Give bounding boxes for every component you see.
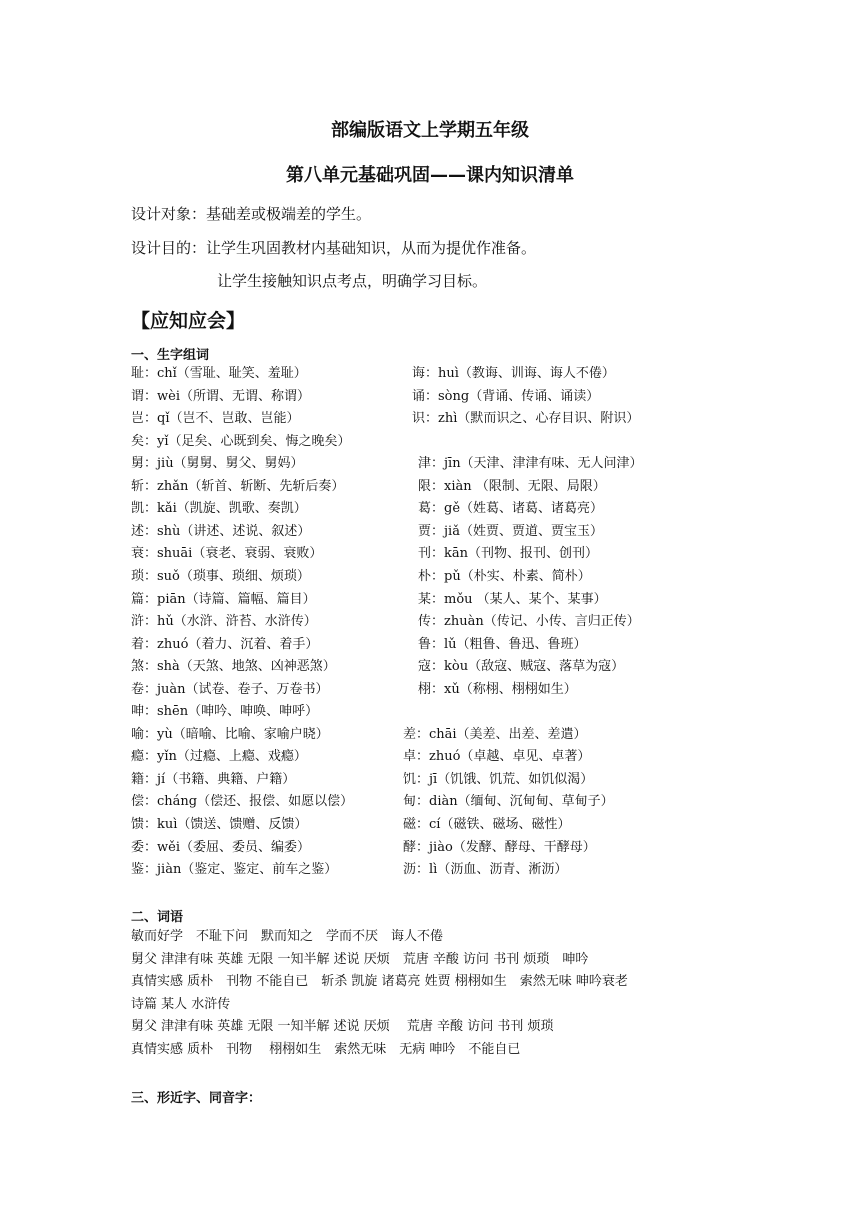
char-entry: 贾：jiǎ（姓贾、贾道、贾宝玉） <box>418 523 603 539</box>
char-entry: 鉴：jiàn（鉴定、鉴定、前车之鉴） <box>131 862 338 878</box>
char-entry: 喻：yù（暗喻、比喻、家喻户晓） <box>131 726 329 742</box>
char-entry: 刊：kān（刊物、报刊、创刊） <box>418 546 599 562</box>
char-entry: 浒：hǔ（水浒、浒苔、水浒传） <box>131 614 317 630</box>
char-entry: 诵：sòng（背诵、传诵、诵读） <box>412 388 600 404</box>
char-entry: 耻：chǐ（雪耻、耻笑、羞耻） <box>131 366 307 381</box>
design-purpose-line-2: 让学生接触知识点考点，明确学习目标。 <box>217 272 488 290</box>
char-entry: 磁：cí（磁铁、磁场、磁性） <box>403 817 571 832</box>
char-entry: 朴：pǔ（朴实、朴素、简朴） <box>418 568 591 584</box>
char-entry: 偿：cháng（偿还、报偿、如愿以偿） <box>131 794 354 810</box>
char-entry: 琐：suǒ（琐事、琐细、烦琐） <box>131 568 310 584</box>
char-entry: 津：jīn（天津、津津有味、无人问津） <box>418 456 643 472</box>
char-entry: 煞：shà（天煞、地煞、凶神恶煞） <box>131 659 336 675</box>
char-entry: 限：xiàn （限制、无限、局限） <box>418 478 606 494</box>
char-entry: 籍：jí（书籍、典籍、户籍） <box>131 771 296 787</box>
char-entry: 某：mǒu （某人、某个、某事） <box>418 591 607 607</box>
char-entry: 衰：shuāi（衰老、衰弱、衰败） <box>131 546 323 562</box>
char-entry: 斩：zhǎn（斩首、斩断、先斩后奏） <box>131 478 345 494</box>
char-entry: 甸：diàn（缅甸、沉甸甸、草甸子） <box>403 794 614 810</box>
char-entry: 矣：yǐ（足矣、心既到矣、悔之晚矣） <box>131 433 351 449</box>
char-entry: 谓：wèi（所谓、无谓、称谓） <box>131 388 310 404</box>
char-entry: 馈：kuì（馈送、馈赠、反馈） <box>131 817 308 832</box>
document-subtitle: 第八单元基础巩固——课内知识清单 <box>286 165 574 186</box>
char-entry: 卷：juàn（试卷、卷子、万卷书） <box>131 681 329 697</box>
section-label: 【应知应会】 <box>131 310 246 332</box>
char-entry: 凯：kǎi（凯旋、凯歌、奏凯） <box>131 501 307 517</box>
char-entry: 呻：shēn（呻吟、呻唤、呻呼） <box>131 704 319 720</box>
char-entry: 瘾：yǐn（过瘾、上瘾、戏瘾） <box>131 749 307 765</box>
char-entry: 委：wěi（委屈、委员、编委） <box>131 839 310 855</box>
char-entry: 篇：piān（诗篇、篇幅、篇目） <box>131 591 316 607</box>
part2-heading: 二、词语 <box>131 910 184 925</box>
char-entry: 寇：kòu（敌寇、贼寇、落草为寇） <box>418 659 625 675</box>
vocab-line: 敏而好学 不耻下问 默而知之 学而不厌 诲人不倦 <box>131 929 444 944</box>
design-purpose-line: 设计目的：让学生巩固教材内基础知识，从而为提优作准备。 <box>131 239 537 257</box>
char-entry: 识：zhì（默而识之、心存目识、附识） <box>412 411 640 427</box>
vocab-line: 真情实感 质朴 刊物 栩栩如生 索然无味 无病 呻吟 不能自已 <box>131 1041 521 1057</box>
char-entry: 酵：jiào（发酵、酵母、干酵母） <box>403 839 596 855</box>
char-entry: 饥：jī（饥饿、饥荒、如饥似渴） <box>403 771 594 787</box>
char-entry: 差：chāi（美差、出差、差遣） <box>403 726 587 742</box>
char-entry: 述：shù（讲述、述说、叙述） <box>131 523 311 539</box>
vocab-line: 舅父 津津有味 英雄 无限 一知半解 述说 厌烦 荒唐 辛酸 访问 书刊 烦琐 呻吟 <box>131 951 589 967</box>
char-entry: 诲：huì（教诲、训诲、诲人不倦） <box>412 366 615 381</box>
char-entry: 传：zhuàn（传记、小传、言归正传） <box>418 614 640 630</box>
char-entry: 岂：qǐ（岂不、岂敢、岂能） <box>131 411 300 427</box>
char-entry: 栩：xǔ（称栩、栩栩如生） <box>418 681 577 697</box>
vocab-line: 舅父 津津有味 英雄 无限 一知半解 述说 厌烦 荒唐 辛酸 访问 书刊 烦琐 <box>131 1019 554 1034</box>
char-entry: 着：zhuó（着力、沉着、着手） <box>131 636 319 652</box>
char-entry: 舅：jiù（舅舅、舅父、舅妈） <box>131 456 304 472</box>
document-title: 部编版语文上学期五年级 <box>331 120 529 141</box>
vocab-line: 诗篇 某人 水浒传 <box>131 996 231 1012</box>
char-entry: 鲁：lǔ（粗鲁、鲁迅、鲁班） <box>418 636 587 652</box>
char-entry: 沥：lì（沥血、沥青、淅沥） <box>403 862 568 878</box>
part3-heading: 三、形近字、同音字： <box>131 1091 262 1106</box>
design-target-line: 设计对象：基础差或极端差的学生。 <box>131 205 372 223</box>
char-entry: 卓：zhuó（卓越、卓见、卓著） <box>403 749 591 765</box>
char-entry: 葛：gě（姓葛、诸葛、诸葛亮） <box>418 501 604 517</box>
vocab-line: 真情实感 质朴 刊物 不能自已 斩杀 凯旋 诸葛亮 姓贾 栩栩如生 索然无味 呻吟衰老 <box>131 974 628 989</box>
part1-heading: 一、生字组词 <box>131 348 210 363</box>
